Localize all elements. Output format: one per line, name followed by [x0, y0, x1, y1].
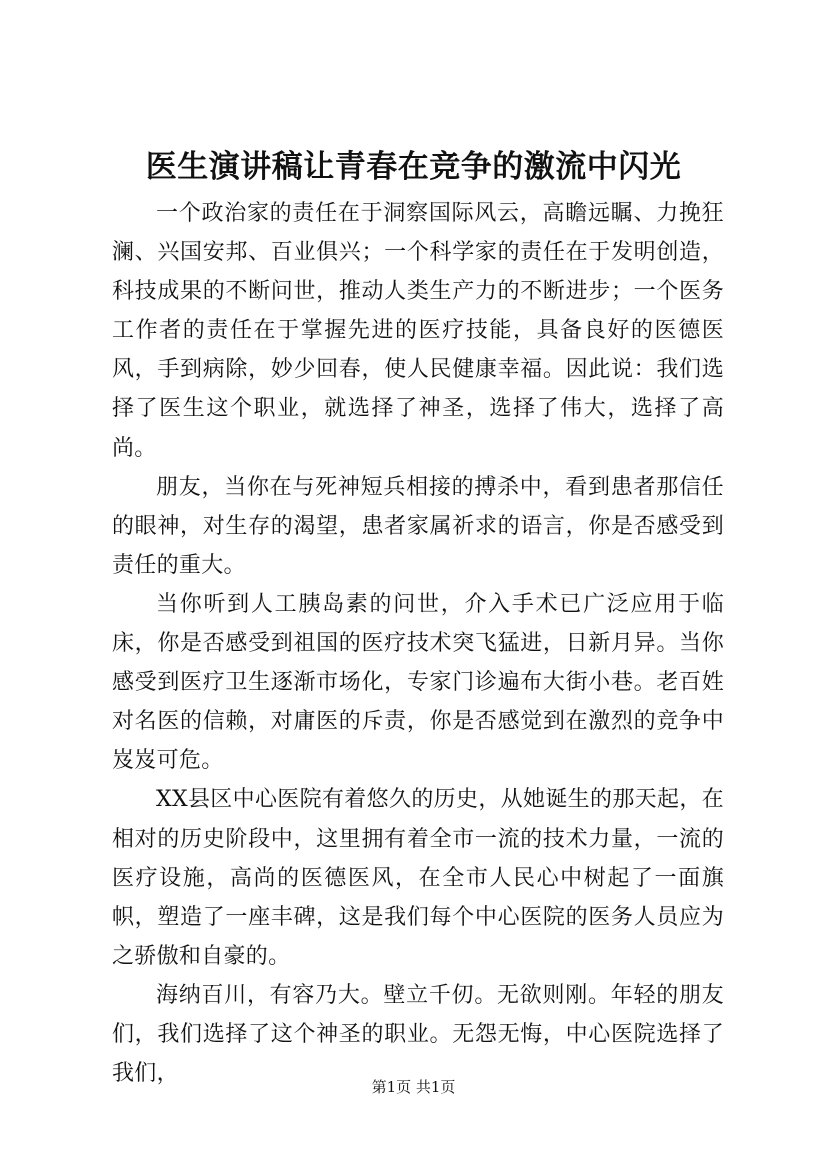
paragraph-1: 一个政治家的责任在于洞察国际风云，高瞻远瞩、力挽狂澜、兴国安邦、百业俱兴；一个科学家的责任在于发明创造，科技成果的不断问世，推动人类生产力的不断进步；一个医务工作者的责任在于掌握先进的医疗技能，具备良好的医德医风，手到病除，妙少回春，使人民健康幸福。因此说：我们选择了医生这个职业，就选择了神圣，选择了伟大，选择了高尚。 [112, 201, 724, 461]
paragraph-4: XX县区中心医院有着悠久的历史，从她诞生的那天起，在相对的历史阶段中，这里拥有着全市一流的技术力量，一流的医疗设施，高尚的医德医风，在全市人民心中树起了一面旗帜，塑造了一座丰碑，这是我们每个中心医院的医务人员应为之骄傲和自豪的。 [112, 787, 724, 969]
document-body [112, 194, 724, 1093]
document-title: 医生演讲稿让青春在竞争的激流中闪光 [145, 149, 682, 185]
paragraph-2: 朋友，当你在与死神短兵相接的搏杀中，看到患者那信任的眼神，对生存的渴望，患者家属祈求的语言，你是否感受到责任的重大。 [112, 474, 724, 578]
paragraph-5: 海纳百川，有容乃大。壁立千仞。无欲则刚。年轻的朋友们，我们选择了这个神圣的职业。无怨无悔，中心医院选择了我们， [112, 982, 724, 1087]
page-footer: 第1页 共1页 [371, 1078, 456, 1096]
paragraph-3: 当你听到人工胰岛素的问世，介入手术已广泛应用于临床，你是否感受到祖国的医疗技术突飞猛进，日新月异。当你感受到医疗卫生逐渐市场化，专家门诊遍布大街小巷。老百姓对名医的信赖，对庸医的斥责，你是否感觉到在激烈的竞争中岌岌可危。 [112, 591, 724, 774]
